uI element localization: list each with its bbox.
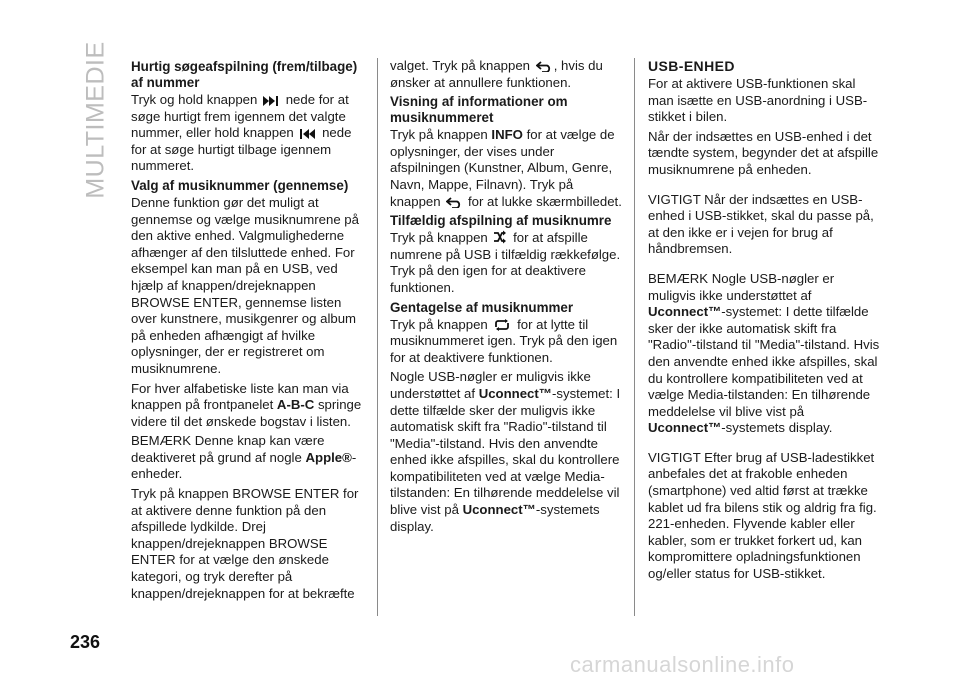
paragraph-usb-activate: For at aktivere USB-funktionen skal man isætte en USB-anordning i USB-stikket i bilen. xyxy=(648,76,868,125)
page-number: 236 xyxy=(70,632,101,652)
paragraph-note-usb-keys: BEMÆRK Nogle USB-nøgler er muligvis ikke understøttet af Uconnect™-systemet: I dette tilfælde sker der ikke automatisk skift fra "Radio"-tilstand til "Media"-tilstand. Hvis den anvendte enhed ikke afspilles, skal du kontrollere kompatibiliteten ved at vælge Media-tilstanden: En tilhørende meddelelse vil blive vist på Uconnect™-systemets display. xyxy=(648,270,880,436)
paragraph-fast-search: Tryk og hold knappen nede for at søge hurtigt frem igennem det valgte nummer, eller hold knappen nede for at søge hurtigt tilbage igennem nummeret. xyxy=(131,92,352,174)
paragraph-track-info: Tryk på knappen INFO for at vælge de oplysninger, der vises under afspilningen (Kunstner, Album, Genre, Navn, Mappe, Filnavn). Tryk på knappen for at lukke skærmbilledet. xyxy=(390,127,622,209)
heading-shuffle: Tilfældig afspilning af musiknumre xyxy=(390,213,612,229)
paragraph-note-apple: BEMÆRK Denne knap kan være deaktiveret på grund af nogle Apple®-enheder. xyxy=(131,433,357,482)
heading-fast-search: Hurtig søgeafspilning (frem/tilbage) af nummer xyxy=(131,59,358,90)
paragraph-browse-enter: Tryk på knappen BROWSE ENTER for at aktivere denne funktion på den afspillede lydkilde. Drej knappen/drejeknappen BROWSE ENTER for at vælge den ønskede kategori, og tryk derefter på knappen/drejeknappen for at bekræfte xyxy=(131,486,359,601)
column-2 xyxy=(390,58,622,538)
column-3 xyxy=(648,58,880,586)
paragraph-important-handbrake: VIGTIGT Når der indsættes en USB-enhed i USB-stikket, skal du passe på, at den ikke er i vejen for brug af håndbremsen. xyxy=(648,191,874,257)
rewind-icon xyxy=(299,129,316,139)
back-arrow-icon xyxy=(446,197,462,208)
heading-usb-device: USB-ENHED xyxy=(648,58,735,74)
paragraph-usb-insert: Når der indsættes en USB-enhed i det tændte system, begynder det at afspille musiknumrene på enheden. xyxy=(648,128,879,177)
heading-repeat: Gentagelse af musiknummer xyxy=(390,299,574,315)
paragraph-browse-description: Denne funktion gør det muligt at gennemse og vælge musiknumrene på den aktive enhed. Valgmulighederne afhænger af den tilsluttede enhed. For eksempel kan man på en USB, ved hjælp af knappen/drejeknappen BROWSE ENTER, gennemse listen over kunstnere, musikgenrer og album på enheden afhængigt af hvilke oplysninger, der er registreret om musiknumrene. xyxy=(131,194,359,376)
shuffle-icon xyxy=(493,230,507,244)
repeat-icon xyxy=(493,319,511,331)
fast-forward-icon xyxy=(263,96,280,106)
paragraph-continued: valget. Tryk på knappen , hvis du ønsker at annullere funktionen. xyxy=(390,58,603,90)
column-divider xyxy=(377,58,378,616)
section-title: MULTIMEDIE xyxy=(81,41,110,199)
paragraph-usb-compat: Nogle USB-nøgler er muligvis ikke understøttet af Uconnect™-systemet: I dette tilfælde sker der muligvis ikke automatisk skift fra "Radio"-tilstand til "Media"-tilstand. Hvis den anvendte enhed ikke afspilles, skal du kontrollere kompatibiliteten ved at vælge Media-tilstanden: En tilhørende meddelelse vil blive vist på Uconnect™-systemets display. xyxy=(390,369,621,534)
column-1 xyxy=(131,56,367,605)
paragraph-alphabetic-list: For hver alfabetiske liste kan man via knappen på frontpanelet A-B-C springe videre til det ønskede bogstav i listen. xyxy=(131,380,362,429)
back-arrow-icon xyxy=(536,61,552,72)
heading-select-track: Valg af musiknummer (gennemse) xyxy=(131,177,349,193)
heading-track-info: Visning af informationer om musiknummeret xyxy=(390,94,568,126)
paragraph-shuffle: Tryk på knappen for at afspille numrene på USB i tilfældig rækkefølge. Tryk på den igen for at deaktivere funktionen. xyxy=(390,230,621,295)
watermark: carmanualsonline.info xyxy=(570,652,795,677)
paragraph-repeat: Tryk på knappen for at lytte til musiknummeret igen. Tryk på den igen for at deaktivere funktionen. xyxy=(390,316,618,365)
column-divider xyxy=(634,58,635,616)
paragraph-important-charging: VIGTIGT Efter brug af USB-ladestikket anbefales det at frakoble enheden (smartphone) ved altid først at trække kablet ud fra bilens stik og aldrig fra fig. 221-enheden. Flyvende kabler eller kabler, som er trukket forkert ud, kan kompromittere opladningsfunktionen og/eller status for USB-stikket. xyxy=(648,449,877,582)
